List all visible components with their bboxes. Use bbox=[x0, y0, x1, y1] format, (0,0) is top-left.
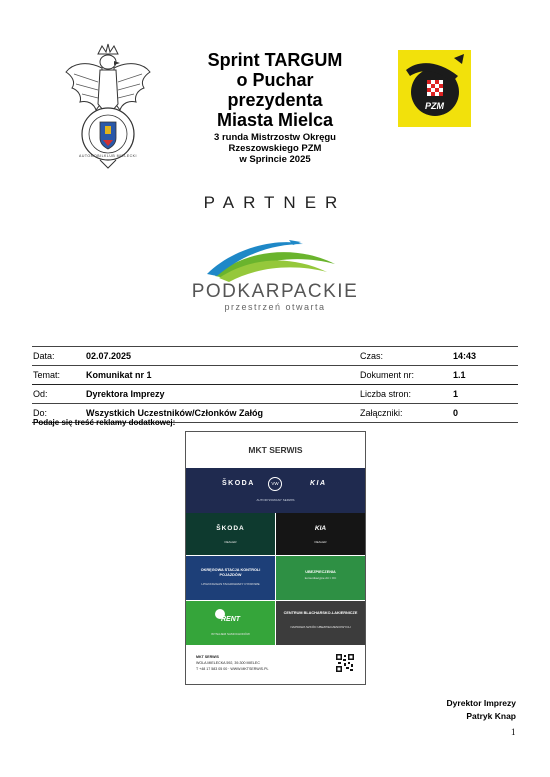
subtitle-line: 3 runda Mistrzostw Okręgu bbox=[214, 132, 336, 143]
podkarpackie-logo bbox=[185, 236, 365, 314]
title-line: Miasta Mielca bbox=[216, 110, 334, 130]
info-label: Data: bbox=[33, 351, 55, 361]
ad-tile-label: KIA bbox=[314, 525, 327, 532]
ad-brands-banner bbox=[186, 468, 365, 513]
ad-brand: KIA bbox=[310, 480, 327, 487]
info-row bbox=[32, 366, 518, 385]
ad-brands-caption: AUTORYZOWANY SERWIS bbox=[256, 498, 295, 502]
podkarpackie-logo-name: PODKARPACKIE bbox=[191, 281, 359, 302]
info-table bbox=[32, 346, 518, 423]
info-label: Do: bbox=[33, 408, 48, 418]
info-value: Wszystkich Uczestników/Członków Załóg bbox=[86, 408, 264, 418]
pzm-logo-text: PZM bbox=[425, 101, 444, 111]
ad-footer-name: MKT SERWIS bbox=[196, 655, 219, 659]
info-label: Od: bbox=[33, 389, 48, 399]
ad-brand: ŠKODA bbox=[222, 480, 255, 487]
ad-tile-sub: DEALER bbox=[224, 540, 237, 544]
ad-tile-sub: LPG/CNG/GAS TACHOGRAFY CYFROWE bbox=[201, 582, 260, 586]
ad-footer bbox=[186, 645, 365, 684]
info-value: 02.07.2025 bbox=[86, 351, 132, 361]
info-value: Komunikat nr 1 bbox=[86, 370, 152, 380]
ad-tile bbox=[186, 556, 275, 600]
info-label: Liczba stron: bbox=[360, 389, 412, 399]
podkarpackie-swoosh-icon bbox=[185, 236, 365, 284]
ad-tile bbox=[276, 601, 365, 645]
ad-tile bbox=[186, 513, 275, 555]
info-label: Temat: bbox=[33, 370, 61, 380]
ad-title: MKT SERWIS bbox=[248, 445, 303, 455]
ad-tile-label: ŠKODA bbox=[216, 525, 245, 532]
subtitle-line: Rzeszowskiego PZM bbox=[228, 143, 322, 154]
info-row bbox=[32, 346, 518, 366]
ad-tile bbox=[276, 513, 365, 555]
event-title-block bbox=[190, 50, 360, 165]
ad-tile bbox=[186, 601, 275, 645]
club-logo-text: AUTOMOBILKLUB MIELECKI bbox=[78, 154, 137, 158]
info-label: Czas: bbox=[360, 351, 384, 361]
podkarpackie-logo-tagline: przestrzeń otwarta bbox=[224, 302, 326, 312]
ad-footer-contact: T +48 17 583 05 00 · WWW.MKTSERWIS.PL bbox=[196, 667, 269, 671]
automobilklub-logo bbox=[62, 42, 154, 174]
info-label: Załączniki: bbox=[360, 408, 403, 418]
pzm-logo bbox=[398, 50, 471, 127]
ad-tile bbox=[276, 556, 365, 600]
advertisement bbox=[185, 431, 366, 685]
info-label: Dokument nr: bbox=[360, 370, 415, 380]
info-value: 1 bbox=[453, 389, 459, 399]
ad-tile-label: RENT bbox=[220, 616, 241, 623]
title-line: Sprint TARGUM bbox=[207, 50, 343, 70]
vw-logo-icon: VW bbox=[268, 477, 282, 491]
intro-text: Podaje się treść reklamy dodatkowej: bbox=[33, 418, 176, 427]
info-value: 0 bbox=[453, 408, 459, 418]
signature-name: Patryk Knap bbox=[466, 711, 516, 721]
pzm-emblem-icon bbox=[398, 50, 471, 127]
ad-tile-sub: komunikacyjne AC i OC bbox=[304, 576, 337, 580]
partner-heading: PARTNER bbox=[203, 193, 347, 212]
title-line: o Puchar bbox=[236, 70, 314, 90]
info-value: 14:43 bbox=[453, 351, 477, 361]
signature-role: Dyrektor Imprezy bbox=[446, 698, 516, 708]
info-value: Dyrektora Imprezy bbox=[86, 389, 165, 399]
ad-tile-label: UBEZPIECZENIA bbox=[305, 570, 336, 574]
ad-tile-sub: WYNAJEM SAMOCHODÓW bbox=[211, 632, 250, 636]
title-line: prezydenta bbox=[227, 90, 323, 110]
page-number: 1 bbox=[511, 727, 516, 737]
info-row bbox=[32, 385, 518, 404]
ad-footer-address: WOLA MIELECKA 592, 39-300 MIELEC bbox=[196, 661, 260, 665]
ad-tile-sub: NAPRAWA SZKÓD UBEZPIECZENIOWYCH bbox=[290, 625, 351, 629]
info-value: 1.1 bbox=[453, 370, 466, 380]
qr-code-icon bbox=[336, 654, 354, 672]
ad-tile-label: CENTRUM BLACHARSKO-LAKIERNICZE bbox=[283, 611, 358, 615]
subtitle-line: w Sprincie 2025 bbox=[239, 154, 311, 165]
ad-tile-sub: DEALER bbox=[314, 540, 327, 544]
ad-tile-label: OKRĘGOWA STACJA KONTROLI POJAZDÓW bbox=[200, 568, 261, 577]
